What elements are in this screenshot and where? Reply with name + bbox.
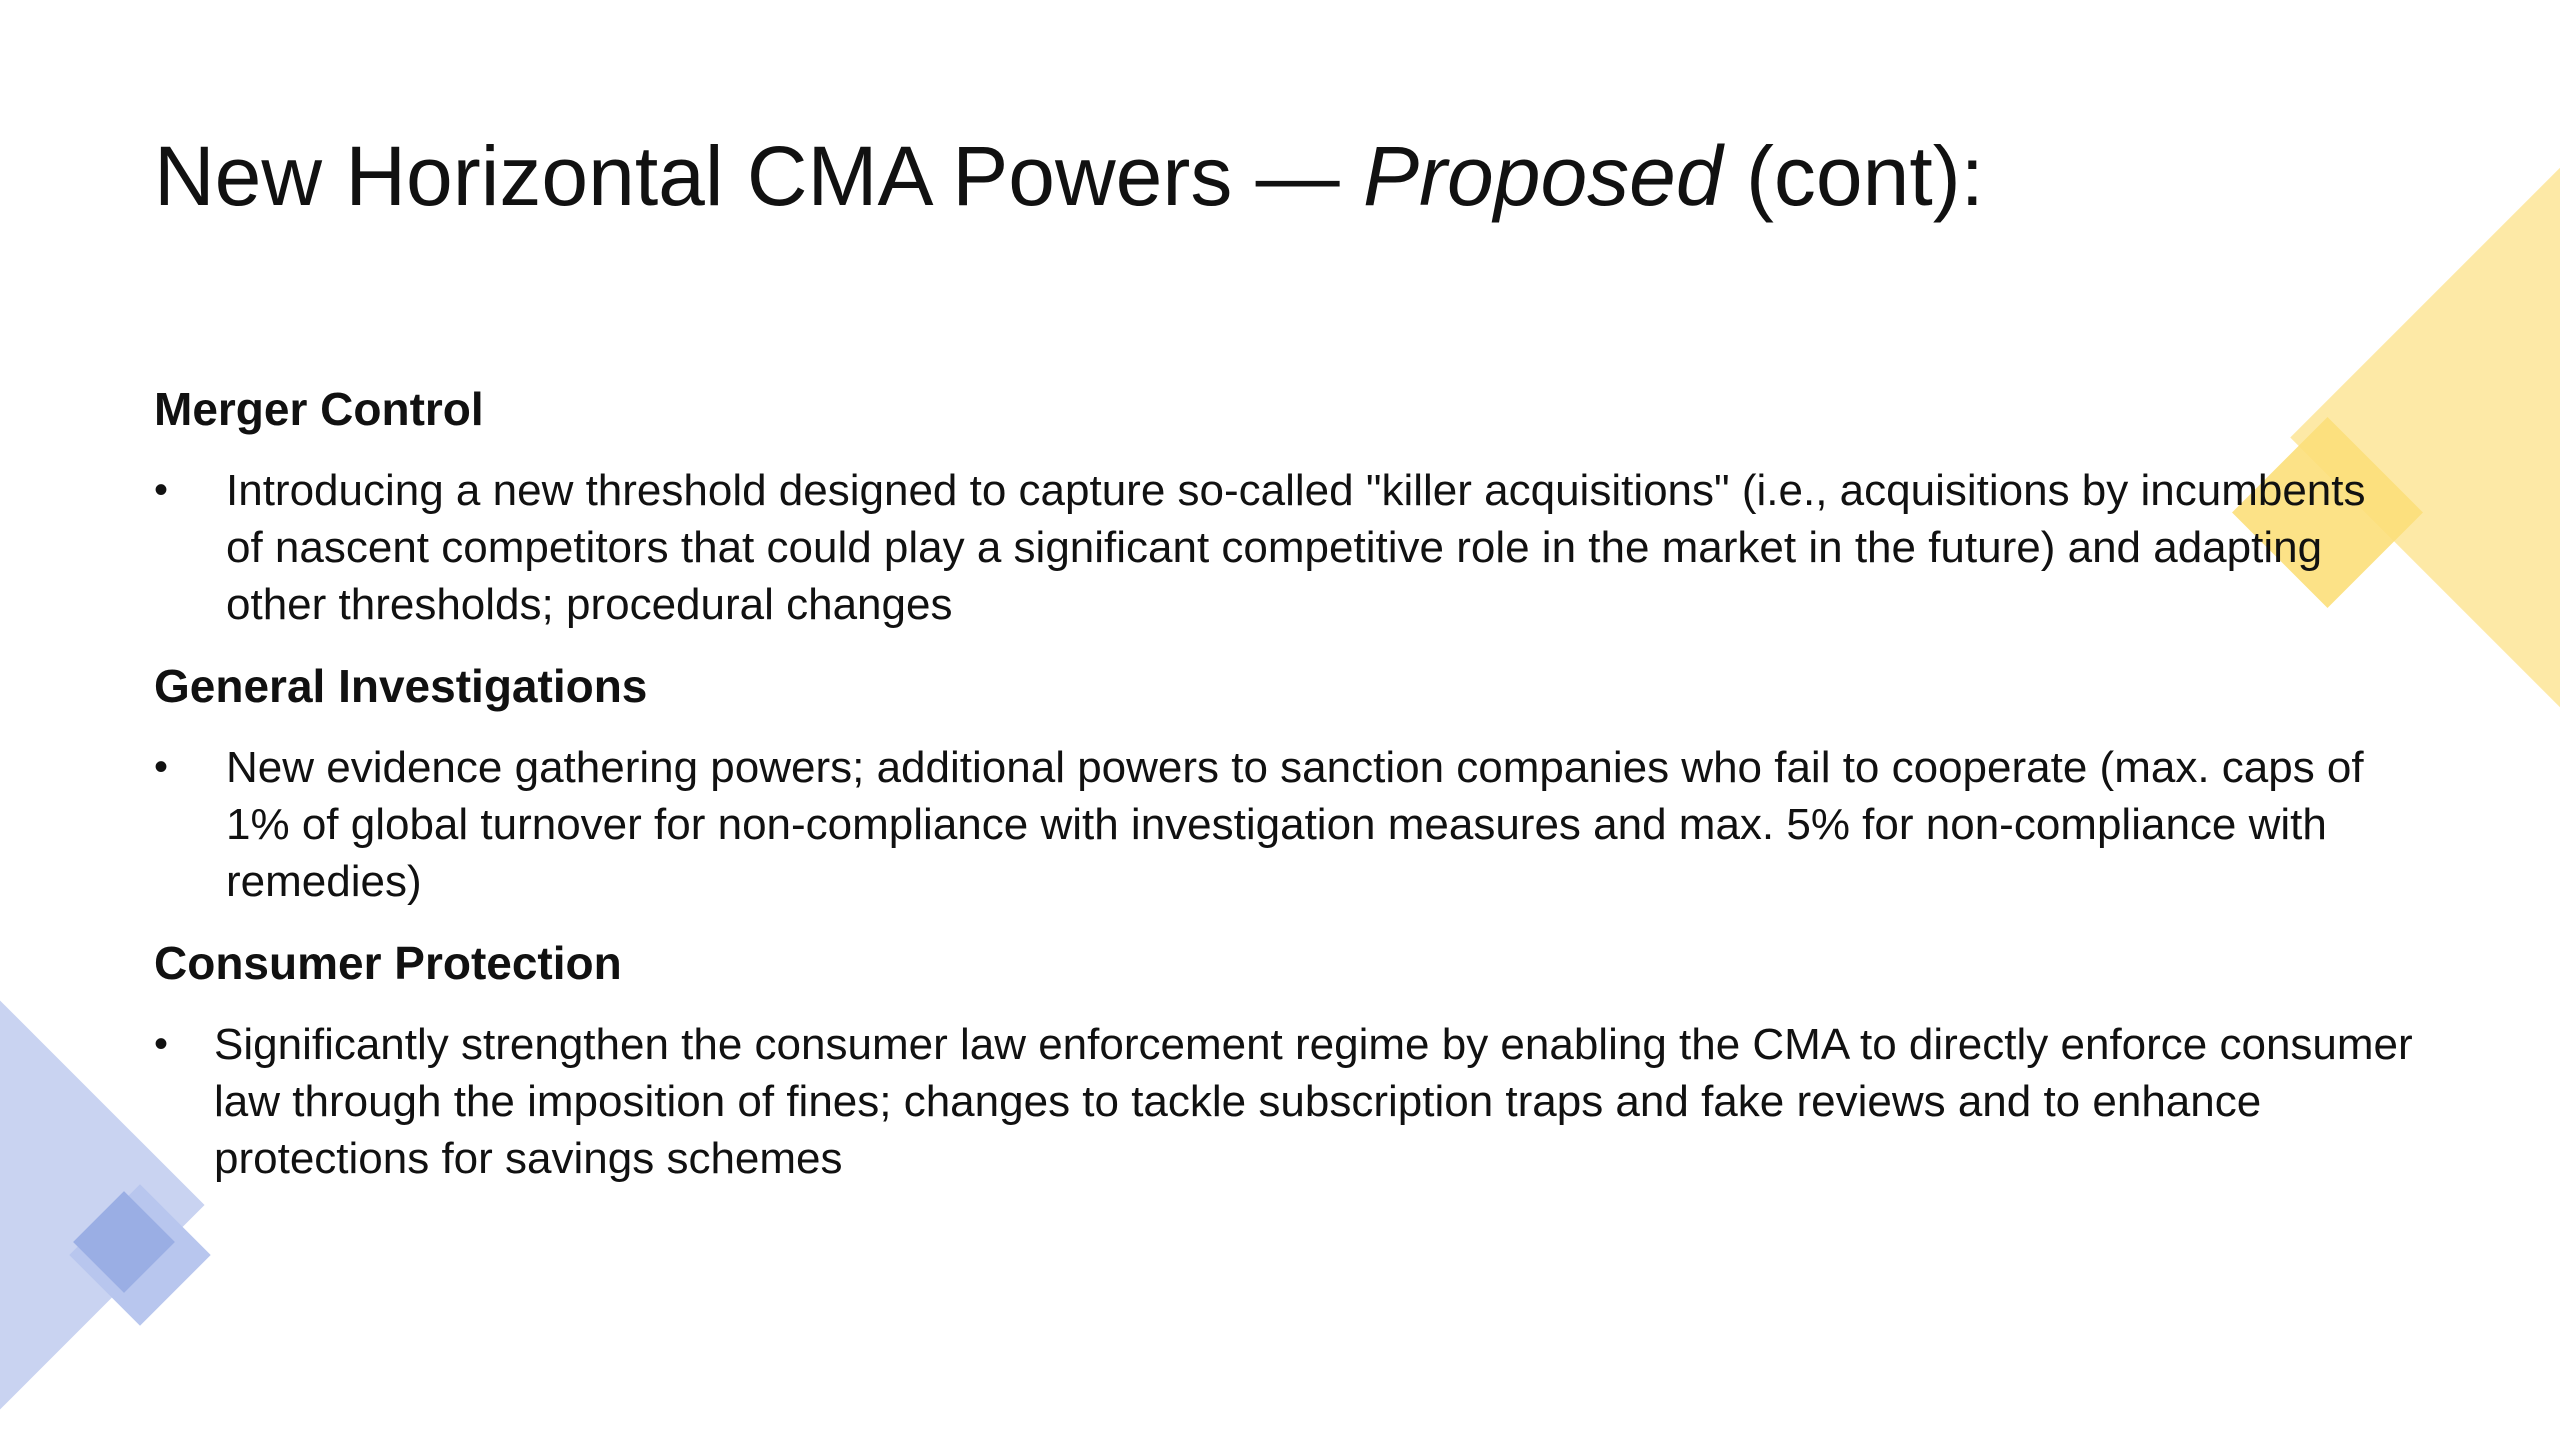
bullet-general-investigations: [154, 739, 2414, 910]
title-prefix: New Horizontal CMA Powers —: [154, 129, 1364, 223]
title-suffix: (cont):: [1722, 129, 1985, 223]
bullet-dot: •: [154, 1022, 169, 1066]
slide-content: [154, 378, 2414, 1209]
title-emphasis: Proposed: [1363, 129, 1723, 223]
bullet-merger-control: [154, 462, 2414, 633]
bullet-text: New evidence gathering powers; additional powers to sanction companies who fail to cooperate (max. caps of 1% of global turnover for non-compliance with investigation measures and max. 5% for non-compliance with remedies): [226, 743, 2364, 906]
bullet-dot: •: [154, 468, 169, 512]
bullet-consumer-protection: [154, 1016, 2414, 1187]
section-heading-merger-control: Merger Control: [154, 383, 484, 435]
section-heading-general-investigations: General Investigations: [154, 660, 648, 712]
slide-title: [154, 128, 1984, 225]
bullet-text: Significantly strengthen the consumer law enforcement regime by enabling the CMA to directly enforce consumer law through the imposition of fines; changes to tackle subscription traps and fake reviews and to enhance protections for savings schemes: [214, 1020, 2413, 1183]
section-heading-consumer-protection: Consumer Protection: [154, 937, 622, 989]
bullet-dot: •: [154, 745, 169, 789]
bullet-text: Introducing a new threshold designed to capture so-called "killer acquisitions" (i.e., acquisitions by incumbents of nascent competitors that could play a significant competitive role in the market in the future) and adapting other thresholds; procedural changes: [226, 466, 2366, 629]
